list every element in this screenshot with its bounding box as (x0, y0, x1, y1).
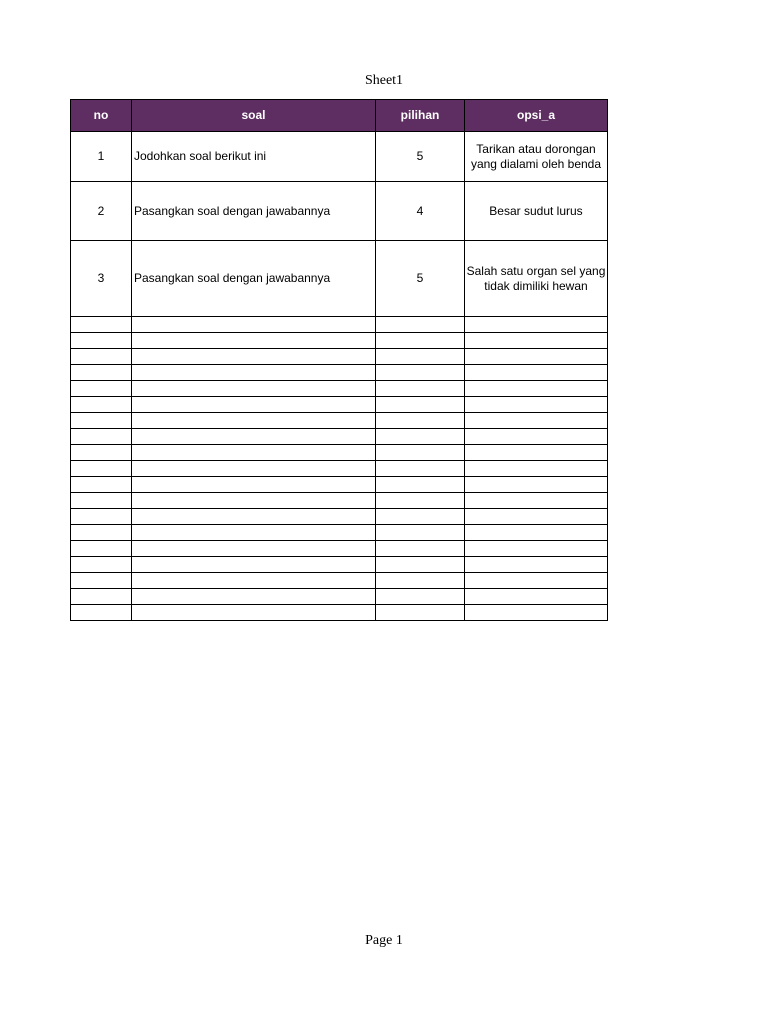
cell-no (71, 349, 132, 365)
cell-soal (132, 477, 376, 493)
cell-no (71, 317, 132, 333)
cell-soal (132, 365, 376, 381)
cell-opsi-a (465, 413, 608, 429)
empty-table-row (71, 477, 608, 493)
empty-table-row (71, 493, 608, 509)
cell-opsi-a (465, 349, 608, 365)
cell-no: 2 (71, 182, 132, 241)
cell-soal (132, 557, 376, 573)
cell-pilihan: 5 (376, 241, 465, 317)
empty-table-row (71, 461, 608, 477)
cell-opsi-a: Tarikan atau dorongan yang dialami oleh benda (465, 132, 608, 182)
cell-opsi-a (465, 525, 608, 541)
cell-opsi-a: Besar sudut lurus (465, 182, 608, 241)
empty-table-row (71, 413, 608, 429)
sheet-title: Sheet1 (364, 73, 404, 88)
cell-soal (132, 317, 376, 333)
cell-pilihan (376, 333, 465, 349)
cell-pilihan (376, 461, 465, 477)
cell-soal (132, 349, 376, 365)
cell-soal (132, 493, 376, 509)
cell-pilihan (376, 349, 465, 365)
cell-no (71, 333, 132, 349)
data-table (70, 99, 608, 621)
cell-pilihan (376, 541, 465, 557)
cell-no (71, 525, 132, 541)
cell-pilihan (376, 477, 465, 493)
cell-pilihan (376, 557, 465, 573)
column-header-soal: soal (132, 100, 376, 132)
empty-table-row (71, 557, 608, 573)
cell-no (71, 445, 132, 461)
cell-no (71, 365, 132, 381)
column-header-pilihan: pilihan (376, 100, 465, 132)
cell-no (71, 381, 132, 397)
cell-no (71, 477, 132, 493)
cell-soal (132, 333, 376, 349)
cell-no (71, 541, 132, 557)
empty-table-row (71, 525, 608, 541)
cell-no (71, 397, 132, 413)
cell-no: 1 (71, 132, 132, 182)
cell-pilihan (376, 525, 465, 541)
cell-opsi-a (465, 557, 608, 573)
cell-soal (132, 461, 376, 477)
cell-soal (132, 397, 376, 413)
cell-no (71, 429, 132, 445)
cell-pilihan (376, 589, 465, 605)
cell-no (71, 589, 132, 605)
empty-table-row (71, 397, 608, 413)
cell-pilihan: 4 (376, 182, 465, 241)
cell-no (71, 461, 132, 477)
empty-table-row (71, 349, 608, 365)
table-row (71, 132, 608, 182)
cell-opsi-a (465, 365, 608, 381)
cell-soal (132, 381, 376, 397)
cell-opsi-a (465, 381, 608, 397)
cell-soal: Pasangkan soal dengan jawabannya (132, 182, 376, 241)
cell-opsi-a (465, 317, 608, 333)
cell-opsi-a (465, 605, 608, 621)
cell-opsi-a (465, 509, 608, 525)
empty-table-row (71, 365, 608, 381)
cell-no (71, 557, 132, 573)
cell-no (71, 493, 132, 509)
cell-opsi-a (465, 493, 608, 509)
cell-pilihan (376, 445, 465, 461)
cell-soal (132, 541, 376, 557)
cell-opsi-a (465, 429, 608, 445)
cell-soal (132, 413, 376, 429)
cell-pilihan: 5 (376, 132, 465, 182)
cell-soal (132, 525, 376, 541)
cell-no (71, 413, 132, 429)
cell-soal (132, 605, 376, 621)
cell-opsi-a (465, 589, 608, 605)
cell-no (71, 573, 132, 589)
cell-opsi-a: Salah satu organ sel yang tidak dimiliki hewan (465, 241, 608, 317)
cell-pilihan (376, 493, 465, 509)
empty-table-row (71, 317, 608, 333)
page-footer: Page 1 (365, 933, 403, 948)
empty-table-row (71, 573, 608, 589)
empty-table-row (71, 333, 608, 349)
cell-no (71, 605, 132, 621)
empty-table-row (71, 429, 608, 445)
cell-pilihan (376, 317, 465, 333)
cell-pilihan (376, 509, 465, 525)
cell-soal: Pasangkan soal dengan jawabannya (132, 241, 376, 317)
table-header-row (71, 100, 608, 132)
table-row (71, 182, 608, 241)
cell-no (71, 509, 132, 525)
cell-pilihan (376, 397, 465, 413)
cell-opsi-a (465, 541, 608, 557)
empty-table-row (71, 605, 608, 621)
cell-no: 3 (71, 241, 132, 317)
cell-soal (132, 445, 376, 461)
cell-opsi-a (465, 333, 608, 349)
cell-opsi-a (465, 461, 608, 477)
cell-soal (132, 509, 376, 525)
column-header-opsi-a: opsi_a (465, 100, 608, 132)
empty-table-row (71, 445, 608, 461)
cell-pilihan (376, 429, 465, 445)
cell-soal (132, 429, 376, 445)
cell-soal: Jodohkan soal berikut ini (132, 132, 376, 182)
cell-opsi-a (465, 573, 608, 589)
cell-pilihan (376, 413, 465, 429)
cell-pilihan (376, 605, 465, 621)
column-header-no: no (71, 100, 132, 132)
empty-table-row (71, 381, 608, 397)
cell-soal (132, 573, 376, 589)
cell-opsi-a (465, 397, 608, 413)
empty-table-row (71, 541, 608, 557)
empty-table-row (71, 589, 608, 605)
empty-table-row (71, 509, 608, 525)
cell-pilihan (376, 573, 465, 589)
cell-opsi-a (465, 477, 608, 493)
cell-pilihan (376, 381, 465, 397)
cell-opsi-a (465, 445, 608, 461)
cell-soal (132, 589, 376, 605)
cell-pilihan (376, 365, 465, 381)
table-row (71, 241, 608, 317)
